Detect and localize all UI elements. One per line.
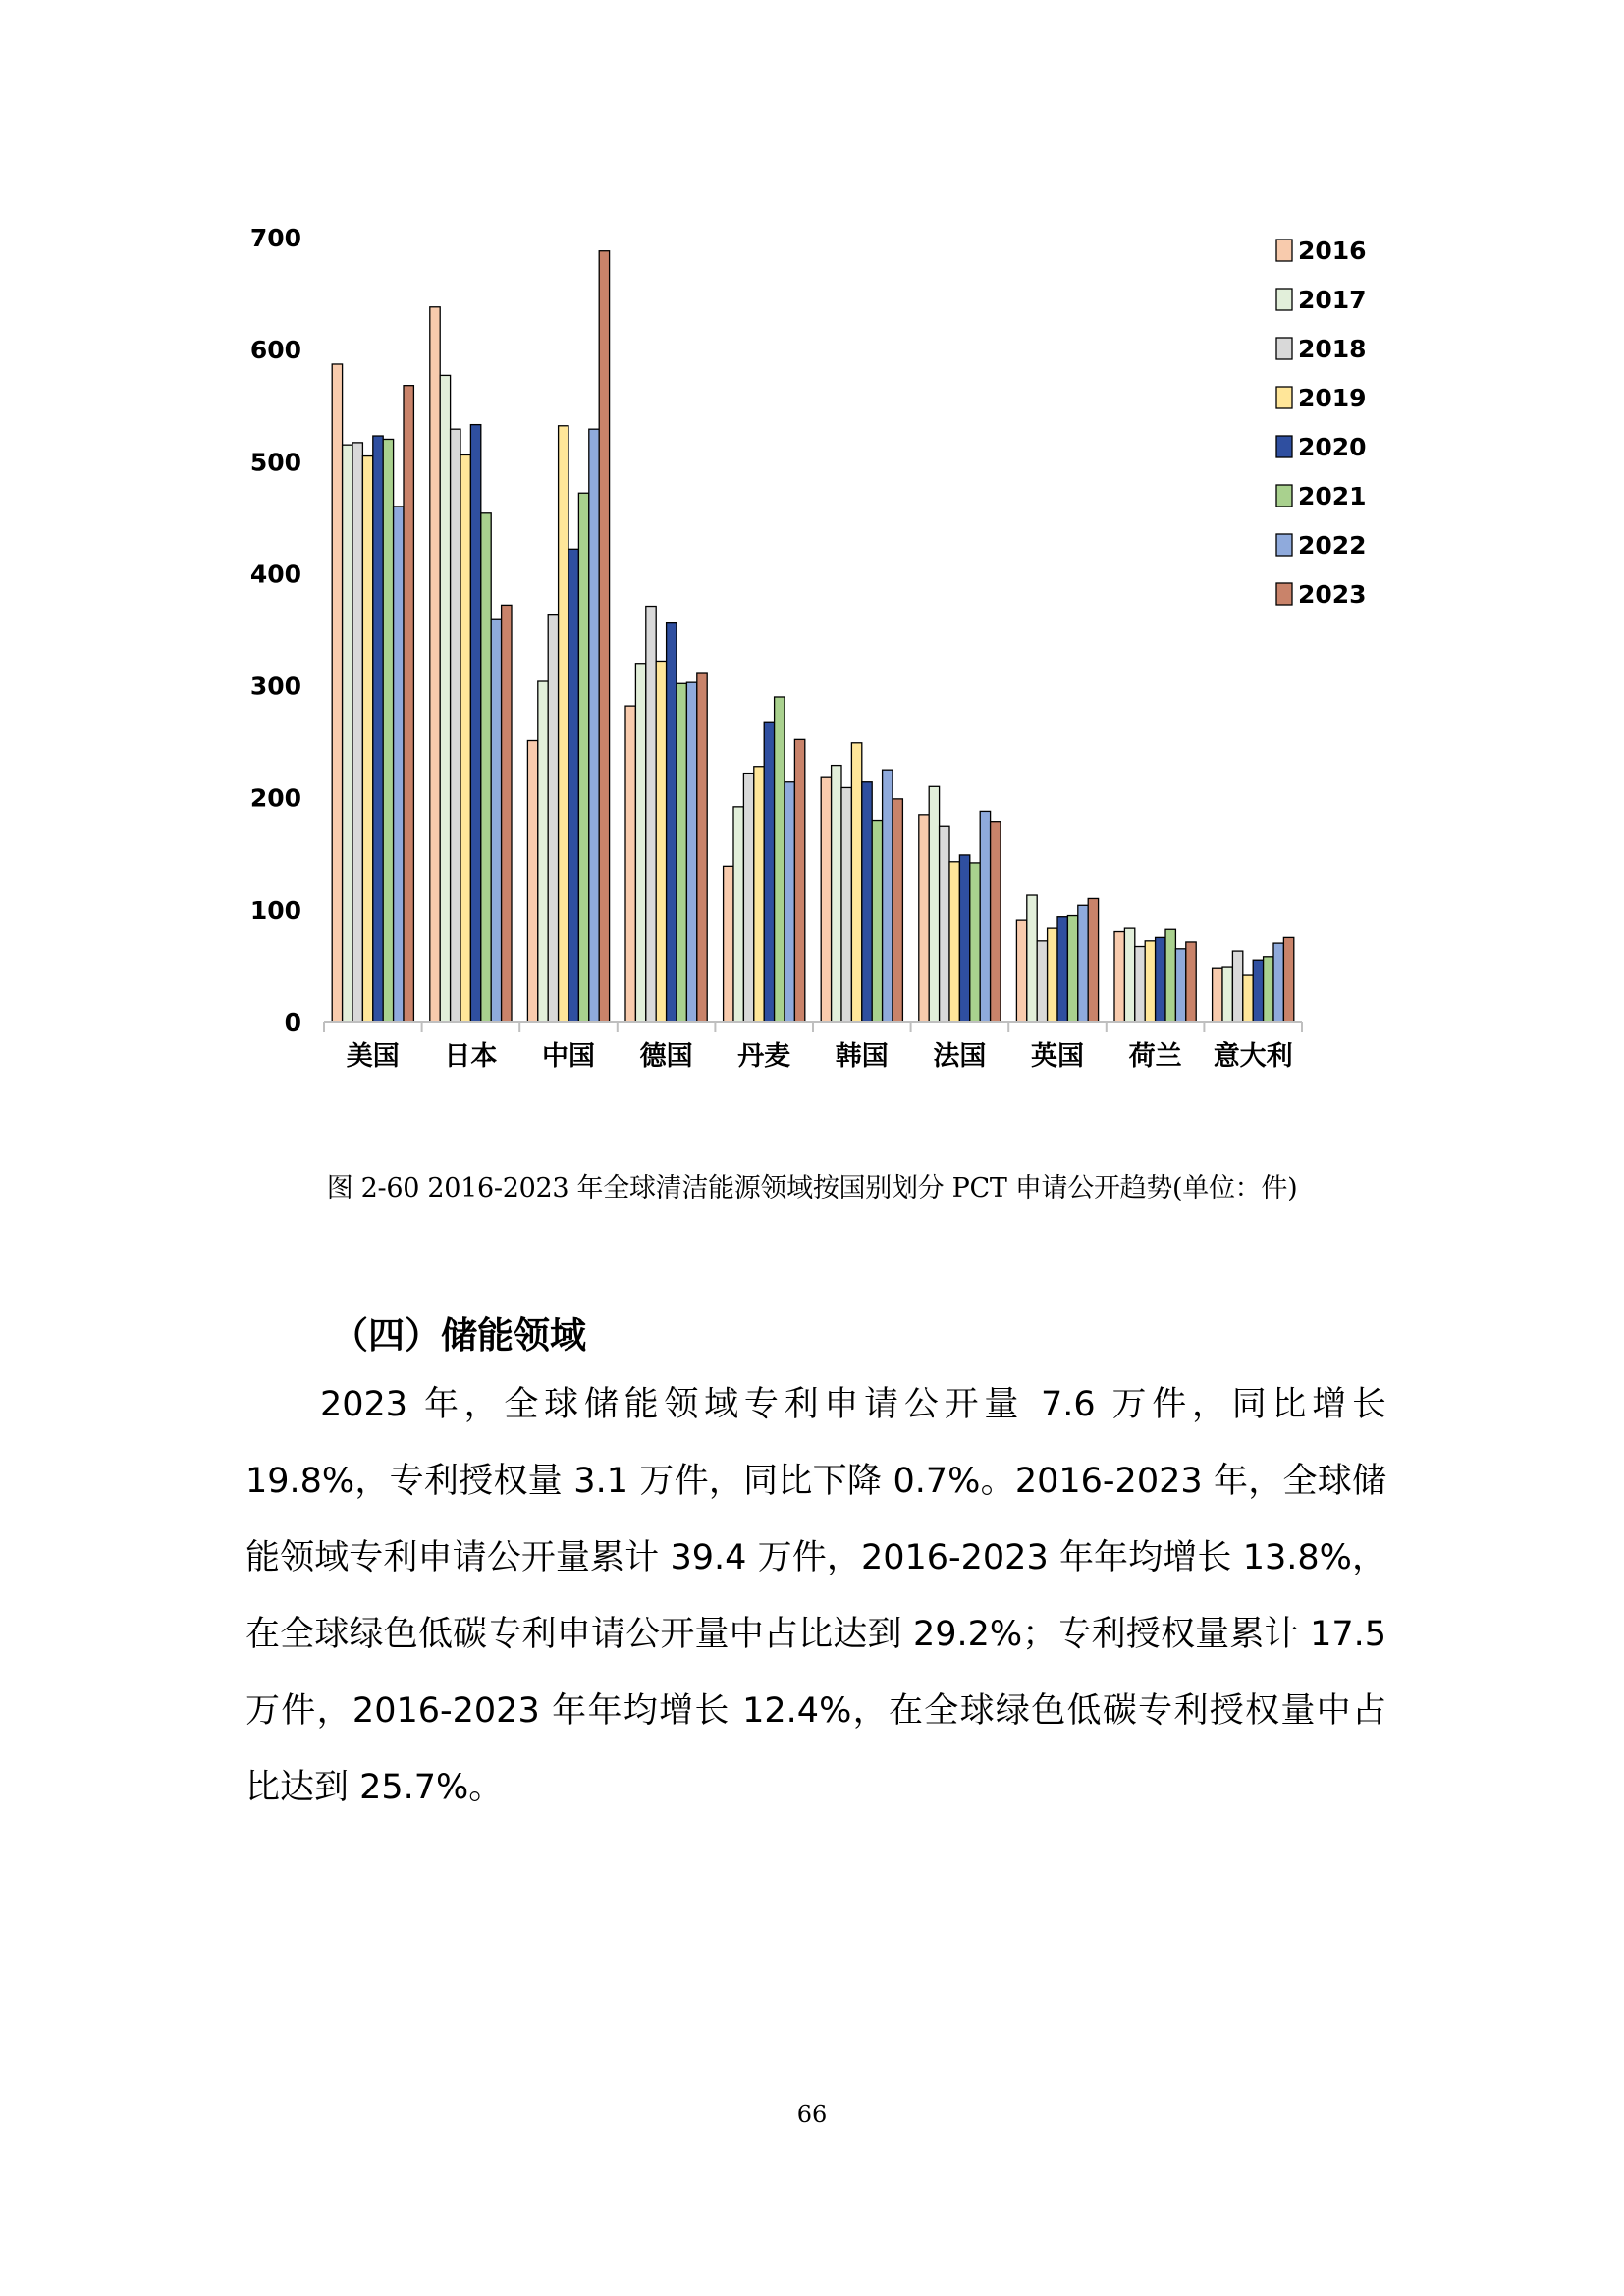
bar-2023 xyxy=(1186,942,1196,1022)
bar-2023 xyxy=(1088,898,1098,1022)
y-tick-label: 700 xyxy=(249,224,301,252)
bar-2020 xyxy=(1057,917,1067,1022)
legend-label: 2017 xyxy=(1298,286,1367,314)
bar-2023 xyxy=(502,605,512,1022)
bar-2018 xyxy=(743,774,753,1022)
y-tick-label: 0 xyxy=(284,1008,301,1037)
legend-swatch xyxy=(1276,338,1292,359)
bar-2022 xyxy=(1273,943,1283,1022)
x-category-label: 意大利 xyxy=(1213,1041,1293,1072)
bar-2018 xyxy=(1135,947,1145,1022)
x-category-label: 日本 xyxy=(444,1041,498,1072)
bar-2019 xyxy=(754,767,764,1022)
bar-2021 xyxy=(578,493,588,1022)
bar-2022 xyxy=(785,782,794,1022)
bar-2019 xyxy=(949,862,959,1022)
y-tick-label: 200 xyxy=(249,783,301,813)
bar-2022 xyxy=(883,770,893,1022)
bar-2017 xyxy=(832,766,841,1022)
legend-label: 2016 xyxy=(1298,237,1367,265)
bar-2016 xyxy=(430,307,440,1022)
bar-2022 xyxy=(491,619,501,1022)
bar-2017 xyxy=(1222,967,1232,1022)
bar-2018 xyxy=(841,787,851,1022)
bar-2018 xyxy=(1037,941,1047,1022)
bar-2020 xyxy=(764,722,774,1022)
legend-swatch xyxy=(1276,534,1292,556)
bar-2022 xyxy=(1078,905,1088,1022)
bar-2023 xyxy=(599,251,609,1022)
bar-2020 xyxy=(1156,937,1165,1022)
x-category-label: 法国 xyxy=(933,1041,987,1072)
bar-2020 xyxy=(862,782,872,1022)
legend-swatch xyxy=(1276,436,1292,457)
bar-2017 xyxy=(1124,928,1134,1022)
bar-2022 xyxy=(686,682,696,1022)
bar-2016 xyxy=(625,706,635,1022)
bar-2023 xyxy=(404,386,413,1022)
bar-2019 xyxy=(559,426,568,1022)
bar-2020 xyxy=(568,549,578,1022)
bar-2019 xyxy=(460,454,470,1022)
bar-chart xyxy=(0,0,1624,1119)
bar-2020 xyxy=(667,623,677,1022)
legend-label: 2020 xyxy=(1298,433,1367,461)
bar-2016 xyxy=(527,741,537,1023)
bar-2021 xyxy=(383,439,393,1022)
bar-2018 xyxy=(646,607,656,1022)
y-tick-label: 300 xyxy=(249,671,301,701)
y-tick-label: 400 xyxy=(249,560,301,589)
bar-2016 xyxy=(1114,932,1124,1022)
legend-swatch xyxy=(1276,289,1292,310)
bar-2021 xyxy=(970,863,980,1022)
x-category-label: 美国 xyxy=(346,1041,400,1072)
figure-caption: 图 2-60 2016-2023 年全球清洁能源领域按国别划分 PCT 申请公开趋势(单位：件) xyxy=(326,1173,1298,1203)
bar-2019 xyxy=(656,661,666,1022)
bar-2016 xyxy=(1016,920,1026,1022)
bar-2022 xyxy=(980,811,990,1022)
y-axis-tick-labels xyxy=(250,224,301,1037)
legend-swatch xyxy=(1276,387,1292,408)
legend-label: 2021 xyxy=(1298,482,1367,510)
bar-2018 xyxy=(548,615,558,1022)
legend-swatch xyxy=(1276,583,1292,605)
bar-2017 xyxy=(440,375,450,1022)
bar-2017 xyxy=(1027,895,1037,1022)
legend-label: 2023 xyxy=(1298,580,1367,609)
bar-2016 xyxy=(1213,968,1222,1022)
bar-2019 xyxy=(1243,975,1253,1022)
x-axis-ticks xyxy=(324,1022,1302,1032)
bar-2017 xyxy=(635,664,645,1022)
bar-2022 xyxy=(394,507,404,1022)
x-category-label: 荷兰 xyxy=(1128,1041,1182,1072)
x-category-label: 丹麦 xyxy=(737,1041,791,1072)
bar-series-group xyxy=(332,251,1294,1022)
x-category-label: 中国 xyxy=(542,1041,595,1072)
bar-2020 xyxy=(959,855,969,1022)
bar-2016 xyxy=(821,777,831,1022)
bar-2017 xyxy=(733,807,743,1022)
legend-label: 2019 xyxy=(1298,384,1367,412)
bar-2019 xyxy=(851,743,861,1022)
bar-2018 xyxy=(451,429,460,1022)
bar-2018 xyxy=(352,443,362,1022)
bar-2023 xyxy=(794,739,804,1022)
bar-2018 xyxy=(940,826,949,1022)
bar-2023 xyxy=(991,822,1001,1022)
bar-2020 xyxy=(470,425,480,1022)
legend-label: 2018 xyxy=(1298,335,1367,363)
page-number: 66 xyxy=(796,2101,828,2128)
bar-2017 xyxy=(929,786,939,1022)
chart-legend xyxy=(1276,237,1367,609)
x-category-label: 德国 xyxy=(639,1041,693,1072)
x-axis-category-labels xyxy=(347,1041,1293,1072)
bar-2017 xyxy=(538,681,548,1022)
section-heading: （四）储能领域 xyxy=(332,1314,586,1357)
bar-2016 xyxy=(919,815,929,1022)
bar-2019 xyxy=(1145,941,1155,1022)
bar-2023 xyxy=(1283,937,1293,1022)
bar-2022 xyxy=(1175,949,1185,1022)
bar-2016 xyxy=(332,364,342,1022)
bar-2022 xyxy=(589,429,599,1022)
bar-2021 xyxy=(872,821,882,1022)
bar-2020 xyxy=(373,436,383,1022)
bar-2017 xyxy=(343,445,352,1022)
legend-label: 2022 xyxy=(1298,531,1367,560)
y-tick-label: 100 xyxy=(249,895,301,925)
legend-swatch xyxy=(1276,485,1292,507)
bar-2021 xyxy=(481,513,491,1022)
bar-2021 xyxy=(677,683,686,1022)
bar-2021 xyxy=(775,697,785,1022)
legend-swatch xyxy=(1276,240,1292,261)
bar-2016 xyxy=(724,866,733,1022)
x-category-label: 英国 xyxy=(1031,1041,1084,1072)
bar-2020 xyxy=(1253,960,1263,1022)
x-category-label: 韩国 xyxy=(835,1041,889,1072)
bar-2019 xyxy=(1048,928,1057,1022)
bar-2019 xyxy=(362,456,372,1022)
y-tick-label: 600 xyxy=(249,336,301,365)
bar-2021 xyxy=(1165,929,1175,1022)
bar-2021 xyxy=(1067,916,1077,1022)
bar-2021 xyxy=(1264,957,1273,1022)
bar-2023 xyxy=(893,799,902,1022)
body-paragraph: 2023 年，全球储能领域专利申请公开量 7.6 万件，同比增长 19.8%，专利授权量 3.1 万件，同比下降 0.7%。2016-2023 年，全球储能领域专利申请公开量累计 39.4 万件，2016-2023 年年均增长 13.8%，在全球绿色低碳专利申请公开量中占比达到 29.2%；专利授权量累计 17.5 万件，2016-2023 年年均增长 12.4%，在全球绿色低碳专利授权量中占比达到 25.7%。 xyxy=(245,1385,1386,1807)
bar-2018 xyxy=(1232,951,1242,1022)
y-tick-label: 500 xyxy=(249,448,301,477)
bar-2023 xyxy=(697,673,707,1022)
